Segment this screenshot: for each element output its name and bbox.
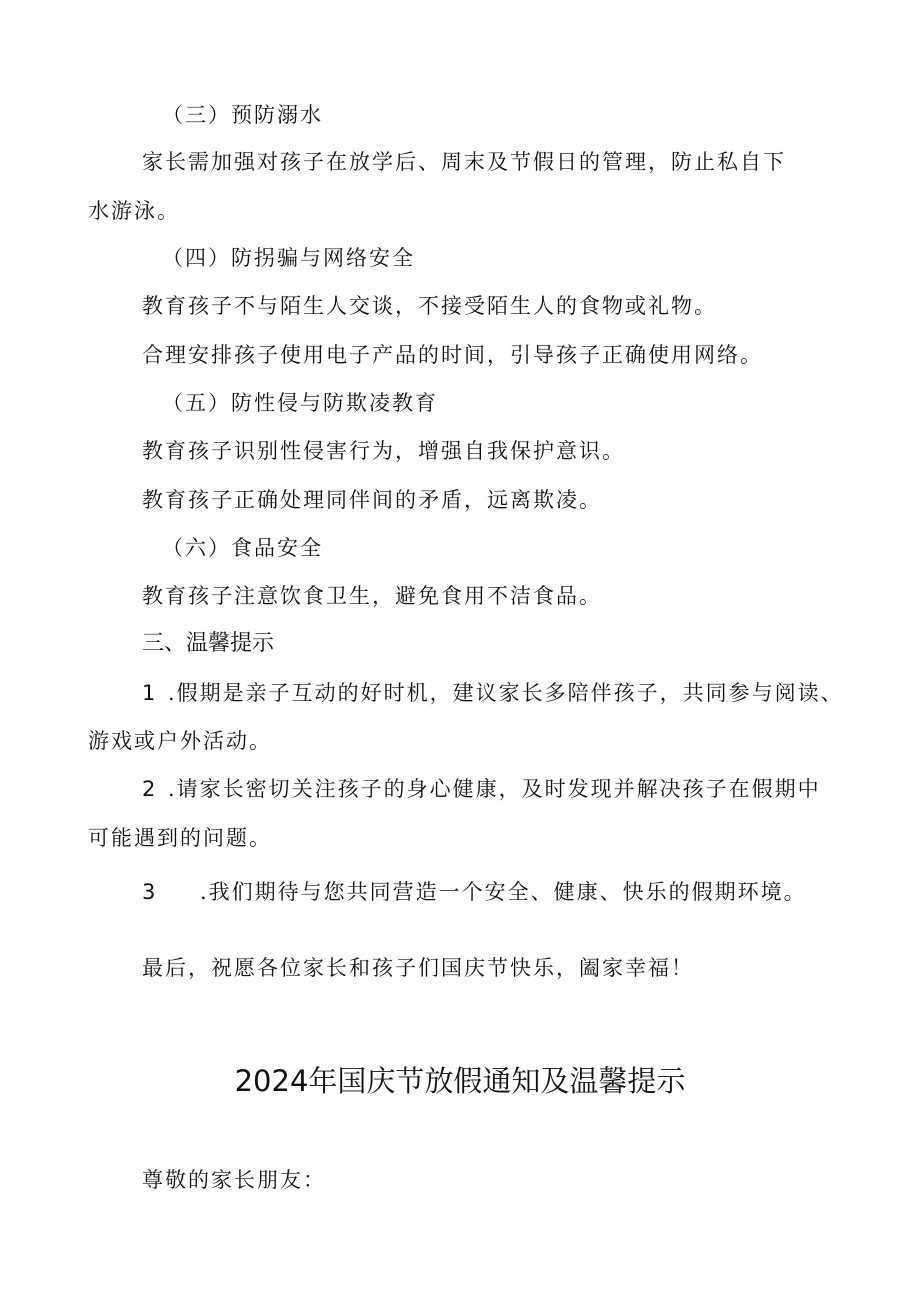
paragraph-line: 教育孩子正确处理同伴间的矛盾，远离欺凌。	[142, 488, 602, 512]
section-heading-anti-abduction: （四）防拐骗与网络安全	[162, 246, 415, 270]
tip-item-3	[142, 877, 807, 907]
section-heading-food-safety: （六）食品安全	[162, 536, 323, 560]
paragraph-line: 教育孩子识别性侵害行为，增强自我保护意识。	[142, 439, 625, 463]
paragraph-line: 可能遇到的问题。	[88, 826, 272, 850]
tips-heading: 三、温馨提示	[142, 631, 275, 656]
paragraph-line: 教育孩子注意饮食卫生，避免食用不洁食品。	[142, 584, 602, 608]
tip-number: 3	[142, 880, 156, 904]
tip-item-2	[142, 774, 821, 804]
tip-number: 2	[142, 777, 156, 801]
tip-item-1	[142, 678, 844, 708]
paragraph-line: 教育孩子不与陌生人交谈，不接受陌生人的食物或礼物。	[142, 294, 717, 318]
paragraph-line: 合理安排孩子使用电子产品的时间，引导孩子正确使用网络。	[142, 343, 763, 367]
tip-text: .我们期待与您共同营造一个安全、健康、快乐的假期环境。	[200, 880, 807, 904]
tip-text: .假期是亲子互动的好时机，建议家长多陪伴孩子，共同参与阅读、	[168, 681, 844, 705]
section-heading-anti-bullying: （五）防性侵与防欺凌教育	[162, 391, 438, 415]
tip-text: .请家长密切关注孩子的身心健康，及时发现并解决孩子在假期中	[168, 777, 821, 801]
notice-title: 2024年国庆节放假通知及温馨提示	[234, 1064, 686, 1098]
paragraph-line: 水游泳。	[88, 199, 180, 223]
paragraph-line: 游戏或户外活动。	[88, 729, 272, 753]
closing-wishes: 最后，祝愿各位家长和孩子们国庆节快乐，阖家幸福！	[142, 956, 694, 980]
tip-number: 1	[142, 681, 156, 705]
paragraph-line: 家长需加强对孩子在放学后、周末及节假日的管理，防止私自下	[142, 150, 786, 174]
section-heading-drowning: （三）预防溺水	[162, 103, 323, 127]
greeting: 尊敬的家长朋友：	[142, 1168, 326, 1192]
